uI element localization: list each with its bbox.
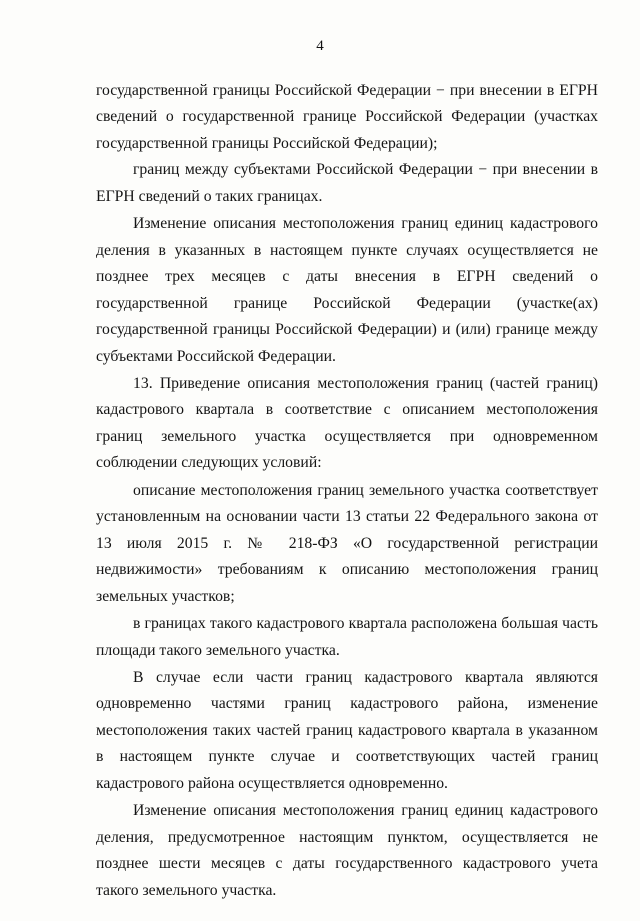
paragraph: Изменение описания местоположения границ единиц кадастрового деления в указанных в настоящем пункте случаях осуществляется не позднее трех месяцев с даты внесения в ЕГРН сведений о государственной границе Российской Федерации (участке(ах) государственной границы Российской Федерации) и (или) границе между субъектами Российской Федерации. [96,215,598,365]
paragraph: границ между субъектами Российской Федерации − при внесении в ЕГРН сведений о таких границах. [96,161,598,205]
paragraph: в границах такого кадастрового квартала расположена большая часть площади такого земельного участка. [96,615,598,659]
page-number: 4 [316,38,324,54]
paragraph: В случае если части границ кадастрового квартала являются одновременно частями границ кадастрового района, изменение местоположения таких частей границ кадастрового квартала в указанном в настоящем пункте случае и соответствующих частей границ кадастрового района осуществляется одновременно. [96,668,598,792]
paragraph: 13. Приведение описания местоположения границ (частей границ) кадастрового квартала в соответствие с описанием местоположения границ земельного участка осуществляется при одновременном соблюдении следующих условий: [96,374,598,472]
paragraph: описание местоположения границ земельного участка соответствует установленным на основании части 13 статьи 22 Федерального закона от 13 июля 2015 г. № 218-ФЗ «О государственной регистрации недвижимости» требованиям к описанию местоположения границ земельных участков; [96,481,598,605]
paragraph: государственной границы Российской Федерации − при внесении в ЕГРН сведений о государственной границе Российской Федерации (участках государственной границы Российской Федерации); [96,82,598,152]
paragraph: Изменение описания местоположения границ единиц кадастрового деления, предусмотренное настоящим пунктом, осуществляется не позднее шести месяцев с даты государственного кадастрового учета такого земельного участка. [96,802,598,899]
document-body [96,78,598,904]
